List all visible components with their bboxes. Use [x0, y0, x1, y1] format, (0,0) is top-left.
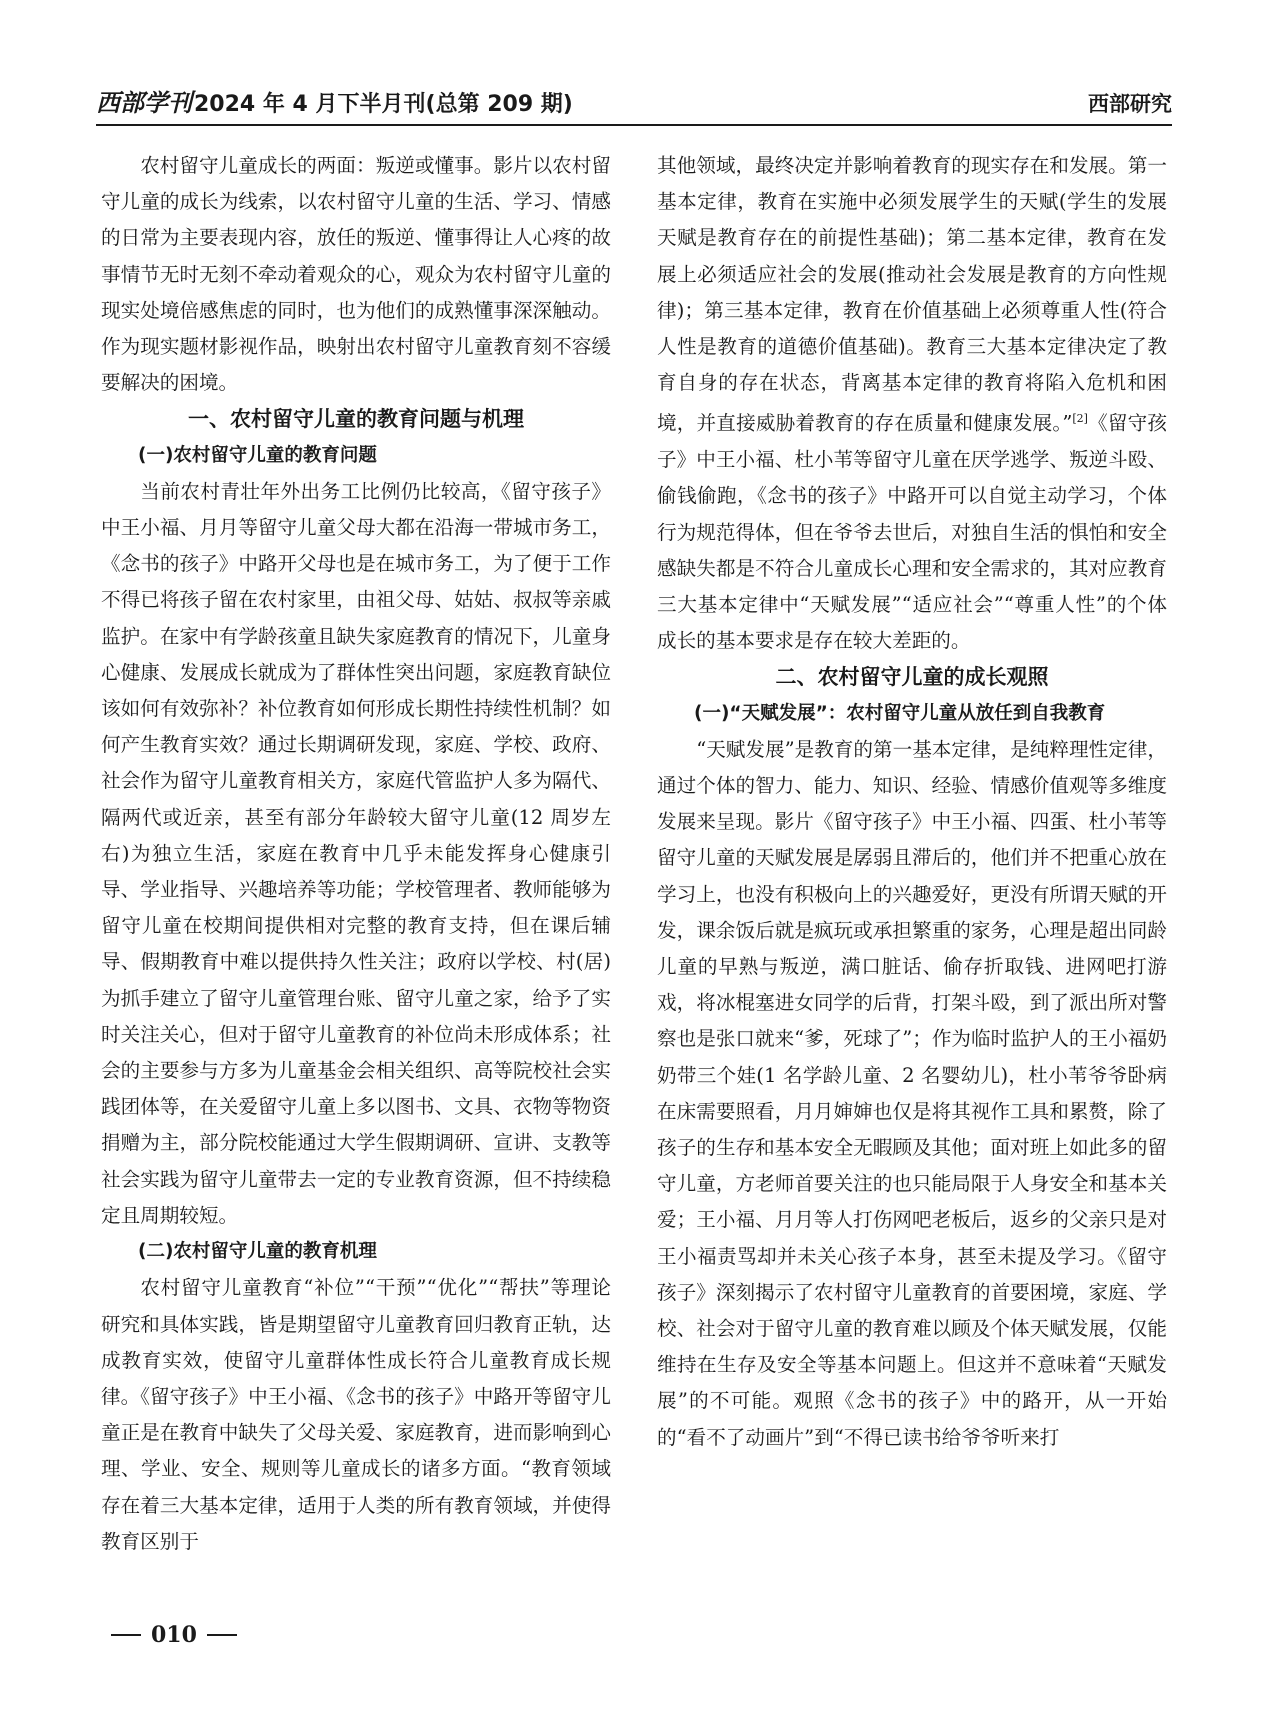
footer-dash-right: [207, 1634, 237, 1636]
journal-logo: 西部学刊: [96, 88, 192, 117]
section-name: 西部研究: [1088, 92, 1172, 116]
right-column: [657, 148, 1167, 1594]
journal-title: [96, 83, 573, 118]
subsection-heading-1-2: (二)农村留守儿童的教育机理: [138, 1241, 377, 1263]
subsection-heading-1-1: (一)农村留守儿童的教育问题: [138, 444, 377, 466]
page-header: [96, 78, 1172, 126]
left-column: [101, 148, 611, 1594]
paragraph: “天赋发展”是教育的第一基本定律，是纯粹理性定律，通过个体的智力、能力、知识、经验、情感价值观等多维度发展来呈现。影片《留守孩子》中王小福、四蛋、杜小苇等留守儿童的天赋发展是孱弱且滞后的，他们并不把重心放在学习上，也没有积极向上的兴趣爱好，更没有所谓天赋的开发，课余饭后就是疯玩或承担繁重的家务，心理是超出同龄儿童的早熟与叛逆，满口脏话、偷存折取钱、进网吧打游戏，将冰棍塞进女同学的后背，打架斗殴，到了派出所对警察也是张口就来“爹，死球了”；作为临时监护人的王小福奶奶带三个娃(1 名学龄儿童、2 名婴幼儿)，杜小苇爷爷卧病在床需要照看，月月婶婶也仅是将其视作工具和累赘，除了孩子的生存和基本安全无暇顾及其他；面对班上如此多的留守儿童，方老师首要关注的也只能局限于人身安全和基本关爱；王小福、月月等人打伤网吧老板后，返乡的父亲只是对王小福责骂却并未关心孩子本身，甚至未提及学习。《留守孩子》深刻揭示了农村留守儿童教育的首要困境，家庭、学校、社会对于留守儿童的教育难以顾及个体天赋发展，仅能维持在生存及安全等基本问题上。但这并不意味着“天赋发展”的不可能。观照《念书的孩子》中的路开，从一开始的“看不了动画片”到“不得已读书给爷爷听来打: [657, 737, 1167, 1449]
article-body: [101, 148, 1167, 1594]
paragraph: 当前农村青壮年外出务工比例仍比较高，《留守孩子》中王小福、月月等留守儿童父母大都在沿海一带城市务工，《念书的孩子》中路开父母也是在城市务工，为了便于工作不得已将孩子留在农村家里，由祖父母、姑姑、叔叔等亲戚监护。在家中有学龄孩童且缺失家庭教育的情况下，儿童身心健康、发展成长就成为了群体性突出问题，家庭教育缺位该如何有效弥补？补位教育如何形成长期性持续性机制？如何产生教育实效？通过长期调研发现，家庭、学校、政府、社会作为留守儿童教育相关方，家庭代管监护人多为隔代、隔两代或近亲，甚至有部分年龄较大留守儿童(12 周岁左右)为独立生活，家庭在教育中几乎未能发挥身心健康引导、学业指导、兴趣培养等功能；学校管理者、教师能够为留守儿童在校期间提供相对完整的教育支持，但在课后辅导、假期教育中难以提供持久性关注；政府以学校、村(居)为抓手建立了留守儿童管理台账、留守儿童之家，给予了实时关注关心，但对于留守儿童教育的补位尚未形成体系；社会的主要参与方多为儿童基金会相关组织、高等院校社会实践团体等，在关爱留守儿童上多以图书、文具、衣物等物资捐赠为主，部分院校能通过大学生假期调研、宣讲、支教等社会实践为留守儿童带去一定的专业教育资源，但不持续稳定且周期较短。: [101, 479, 611, 1227]
section-heading-2: 二、农村留守儿童的成长观照: [775, 665, 1049, 690]
issue-info: 2024 年 4 月下半月刊(总第 209 期): [194, 92, 573, 117]
paragraph-continuation: 《留守孩子》中王小福、杜小苇等留守儿童在厌学逃学、叛逆斗殴、偷钱偷跑，《念书的孩子》中路开可以自觉主动学习，个体行为规范得体，但在爷爷去世后，对独自生活的惧怕和安全感缺失都是不符合儿童成长心理和安全需求的，其对应教育三大基本定律中“天赋发展”“适应社会”“尊重人性”的个体成长的基本要求是存在较大差距的。: [657, 411, 1167, 653]
page-footer: [101, 1622, 247, 1648]
citation-marker: [2]: [1072, 412, 1088, 426]
section-heading-1: 一、农村留守儿童的教育问题与机理: [188, 407, 524, 432]
paragraph: [657, 148, 1167, 659]
subsection-heading-2-1: (一)“天赋发展”：农村留守儿童从放任到自我教育: [694, 702, 1106, 724]
paragraph: 农村留守儿童成长的两面：叛逆或懂事。影片以农村留守儿童的成长为线索，以农村留守儿童的生活、学习、情感的日常为主要表现内容，放任的叛逆、懂事得让人心疼的故事情节无时无刻不牵动着观众的心，观众为农村留守儿童的现实处境倍感焦虑的同时，也为他们的成熟懂事深深触动。作为现实题材影视作品，映射出农村留守儿童教育刻不容缓要解决的困境。: [101, 154, 611, 395]
paragraph: 农村留守儿童教育“补位”“干预”“优化”“帮扶”等理论研究和具体实践，皆是期望留守儿童教育回归教育正轨，达成教育实效，使留守儿童群体性成长符合儿童教育成长规律。《留守孩子》中王小福、《念书的孩子》中路开等留守儿童正是在教育中缺失了父母关爱、家庭教育，进而影响到心理、学业、安全、规则等儿童成长的诸多方面。“教育领域存在着三大基本定律，适用于人类的所有教育领域，并使得教育区别于: [101, 1276, 611, 1553]
footer-dash-left: [111, 1634, 141, 1636]
quote-text: 其他领域，最终决定并影响着教育的现实存在和发展。第一基本定律，教育在实施中必须发展学生的天赋(学生的发展天赋是教育存在的前提性基础)；第二基本定律，教育在发展上必须适应社会的发展(推动社会发展是教育的方向性规律)；第三基本定律，教育在价值基础上必须尊重人性(符合人性是教育的道德价值基础)。教育三大基本定律决定了教育自身的存在状态，背离基本定律的教育将陷入危机和困境，并直接威胁着教育的存在质量和健康发展。”: [657, 154, 1167, 435]
page-number: 010: [151, 1622, 197, 1648]
